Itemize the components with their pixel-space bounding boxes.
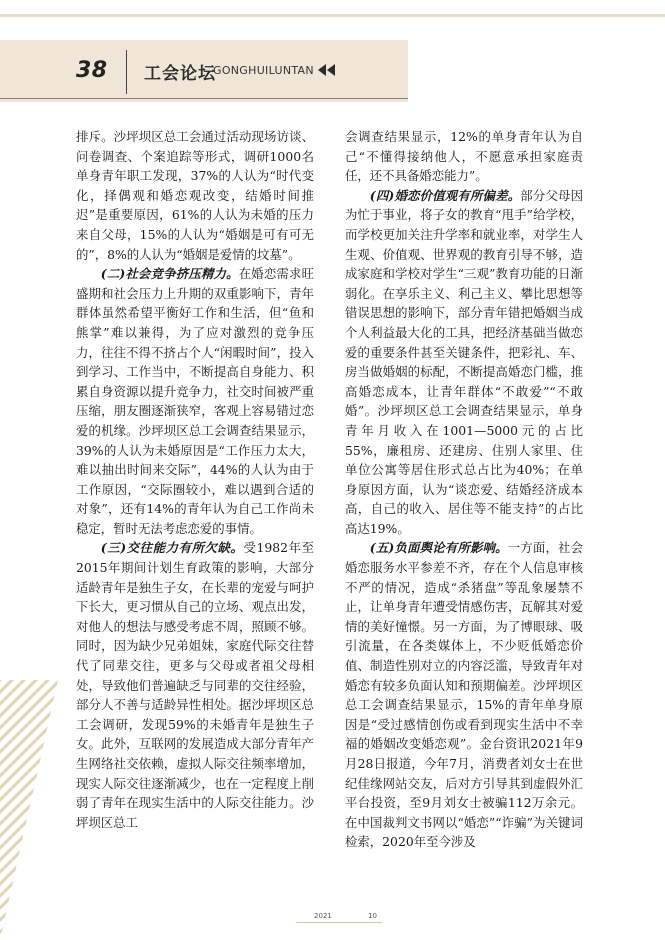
subheading: (五)负面舆论有所影响。 <box>369 540 508 556</box>
footer-rule <box>296 922 382 923</box>
double-left-arrow-icon <box>318 64 336 76</box>
paragraph-body: 受1982年至2015年期间计划生育政策的影响，大部分适龄青年是独生子女，在长辈的宠爱与呵护下长大，更习惯从自己的立场、观点出发，对他人的想法与感受考虑不周，照顾不够。同时，因为缺少兄弟姐妹，家庭代际交往替代了同辈交往，更多与父母或者祖父母相处，导致他们普遍缺乏与同辈的交往经验，部分人不善与适龄异性相处。据沙坪坝区总工会调研，发现59%的未婚青年是独生子女。此外，互联网的发展造成大部分青年产生网络社交依赖，虚拟人际交往频率增加，现实人际交往逐渐减少，也在一定程度上削弱了青年在现实生活中的人际交往能力。沙坪坝区总工 <box>76 540 314 830</box>
paragraph-body: 部分父母因为忙于事业，将子女的教育“甩手”给学校，而学校更加关注升学率和就业率，对学生人生观、价值观、世界观的教育引导不够，造成家庭和学校对学生“三观”教育功能的日渐弱化。在享乐主义、利己主义、攀比思想等错误思想的影响下，部分青年错把婚姻当成个人利益最大化的工具，把经济基础当做恋爱的重要条件甚至关键条件，把彩礼、车、房当做婚姻的标配，不断提高婚恋门槛，推高婚恋成本，让青年群体“不敢爱”“不敢婚”。沙坪坝区总工会调查结果显示，单身青年月收入在1001—5000元的占比55%，廉租房、还建房、住别人家里、住单位公寓等居住形式总占比为40%；在单身原因方面，认为“谈恋爱、结婚经济成本高，自己的收入、居住等不能支持”的占比高达19%。 <box>345 187 583 536</box>
paragraph <box>76 538 314 832</box>
page-number: 38 <box>76 58 108 83</box>
paragraph: 排斥。沙坪坝区总工会通过活动现场访谈、问卷调查、个案追踪等形式，调研1000名单身青年职工发现，37%的人认为“时代变化，择偶观和婚恋观改变，结婚时间推迟”是重要原因，61%的人认为未婚的压力来自父母，15%的人认为“婚姻是可有可无的”，8%的人认为“婚姻是爱情的坟墓”。 <box>76 129 314 262</box>
subheading: (三)交往能力有所欠缺。 <box>100 540 244 556</box>
top-decorative-rule <box>0 14 665 17</box>
footer-issue: 10 <box>368 912 377 920</box>
decorative-stripes <box>0 680 58 940</box>
footer-year: 2021 <box>314 912 332 920</box>
paragraph <box>345 538 583 852</box>
section-title: 工会论坛 <box>144 64 216 84</box>
paragraph-body: 一方面，社会婚恋服务水平参差不齐，存在个人信息审核不严的情况，造成“杀猪盘”等乱象屡禁不止，让单身青年遭受情感伤害，瓦解其对爱情的美好憧憬。另一方面，为了博眼球、吸引流量，在各类媒体上，不少贬低婚恋价值、制造性别对立的内容泛滥，导致青年对婚恋有较多负面认知和预期偏差。沙坪坝区总工会调查结果显示，15%的青年单身原因是“受过感情创伤或看到现实生活中不幸福的婚姻改变婚恋观”。金台资讯2021年9月28日报道，今年7月，消费者刘女士在世纪佳缘网站交友，后对方引导其到虚假外汇平台投资，至9月刘女士被骗112万余元。在中国裁判文书网以“婚恋”“诈骗”为关键词检索，2020年至今涉及 <box>345 540 583 850</box>
paragraph: 会调查结果显示，12%的单身青年认为自己“不懂得接纳他人，不愿意承担家庭责任，还不具备婚恋能力”。 <box>345 129 583 184</box>
paragraph <box>345 186 583 539</box>
section-pinyin: GONGHUILUNTAN <box>213 64 314 77</box>
subheading: (二)社会竞争挤压精力。 <box>100 266 239 282</box>
header-divider <box>126 50 127 94</box>
paragraph-body: 在婚恋需求旺盛期和社会压力上升期的双重影响下，青年群体虽然希望平衡好工作和生活，但“鱼和熊掌”难以兼得，为了应对激烈的竞争压力，往往不得不挤占个人“闲暇时间”，投入到学习、工作当中，不断提高自身能力、积累自身资源以提升竞争力，社交时间被严重压缩，朋友圈逐渐狭窄，客观上容易错过恋爱的机缘。沙坪坝区总工会调查结果显示，39%的人认为未婚原因是“工作压力太大，难以抽出时间来交际”，44%的人认为由于工作原因，“交际圈较小，难以遇到合适的对象”，还有14%的青年认为自己工作尚未稳定，暂时无法考虑恋爱的事情。 <box>76 266 314 536</box>
paragraph <box>76 264 314 538</box>
article-column-left <box>76 127 314 832</box>
article-column-right <box>345 127 583 852</box>
header-underline <box>0 98 408 99</box>
subheading: (四)婚恋价值观有所偏差。 <box>369 187 521 203</box>
